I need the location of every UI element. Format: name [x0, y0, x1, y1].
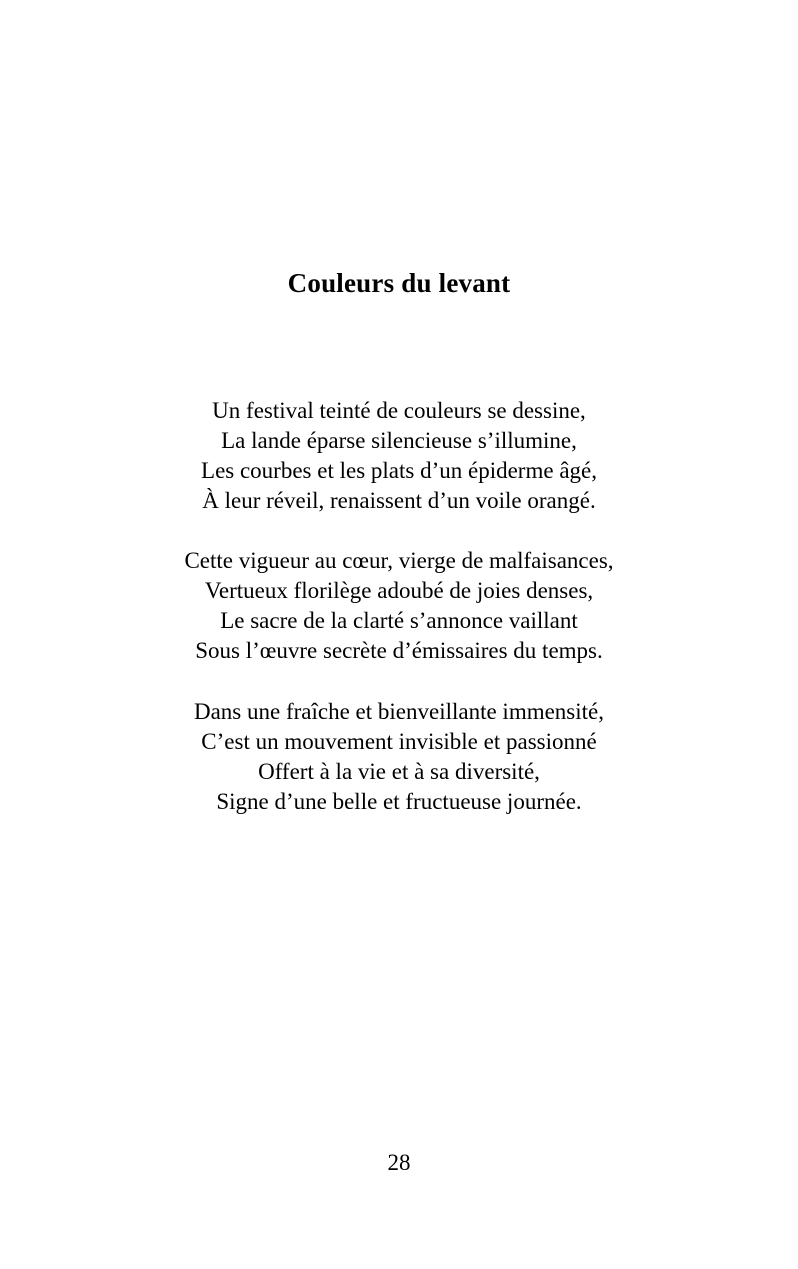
poem-line: Le sacre de la clarté s’annonce vaillant	[220, 608, 578, 633]
poem-line: Signe d’une belle et fructueuse journée.	[216, 789, 582, 814]
poem-line: Dans une fraîche et bienveillante immensité,	[193, 699, 604, 724]
poem-line: Cette vigueur au cœur, vierge de malfaisances,	[184, 548, 614, 573]
stanza-2	[0, 546, 798, 666]
poem-line: Offert à la vie et à sa diversité,	[258, 759, 540, 784]
stanza-3	[0, 697, 798, 817]
page-number: 28	[387, 1150, 411, 1175]
poem-line: C’est un mouvement invisible et passionné	[201, 729, 597, 754]
poem-line: À leur réveil, renaissent d’un voile orangé.	[202, 488, 596, 513]
poem-line: Sous l’œuvre secrète d’émissaires du temps.	[195, 638, 603, 663]
poem-line: Les courbes et les plats d’un épiderme âgé,	[201, 458, 597, 483]
poem-title: Couleurs du levant	[287, 268, 511, 298]
poem-line: Un festival teinté de couleurs se dessine,	[212, 398, 586, 423]
poem-line: La lande éparse silencieuse s’illumine,	[221, 428, 577, 453]
poem-line: Vertueux florilège adoubé de joies denses,	[204, 578, 594, 603]
stanza-1	[0, 396, 798, 516]
